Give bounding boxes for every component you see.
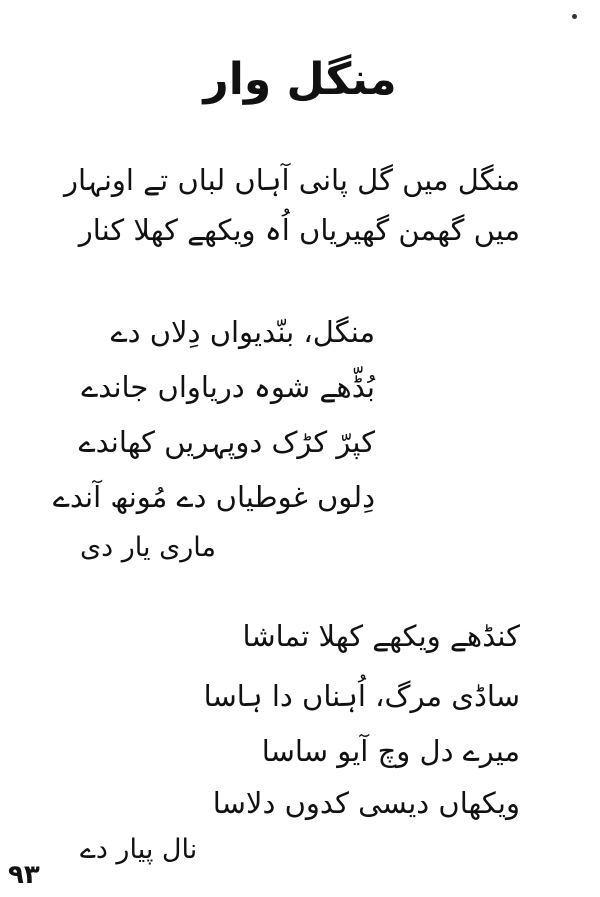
stanza2-line2: بُڈّھے شوہ دریاواں جاندے bbox=[81, 370, 375, 404]
poem-title: منگل وار bbox=[203, 54, 397, 105]
refrain-1: ماری یار دی bbox=[80, 532, 216, 563]
corner-mark bbox=[572, 14, 577, 19]
refrain-2: نال پیار دے bbox=[80, 834, 198, 865]
stanza3-line4: ویکھاں دیسی کدوں دلاسا bbox=[212, 786, 520, 820]
stanza3-line1: کنڈھے ویکھے کھلا تماشا bbox=[242, 619, 520, 653]
stanza3-line3: میرے دل وچ آیو ساسا bbox=[261, 734, 520, 768]
stanza2-line3: کپرّ کڑک دوپہریں کھاندے bbox=[78, 425, 375, 459]
stanza2-line1: منگل، بنّدیواں دِلاں دے bbox=[110, 315, 375, 349]
stanza2-line4: دِلوں غوطیاں دے مُونھ آندے bbox=[52, 480, 375, 514]
stanza3-line2: ساڈی مرگ، اُہناں دا ہاسا bbox=[203, 679, 520, 713]
page-number: ۹۳ bbox=[8, 860, 40, 890]
stanza1-line1: منگل میں گل پانی آہاں لباں تے اونہار bbox=[64, 163, 520, 197]
stanza1-line2: میں گھمن گھیریاں اُہ ویکھے کھلا کنار bbox=[78, 213, 520, 247]
